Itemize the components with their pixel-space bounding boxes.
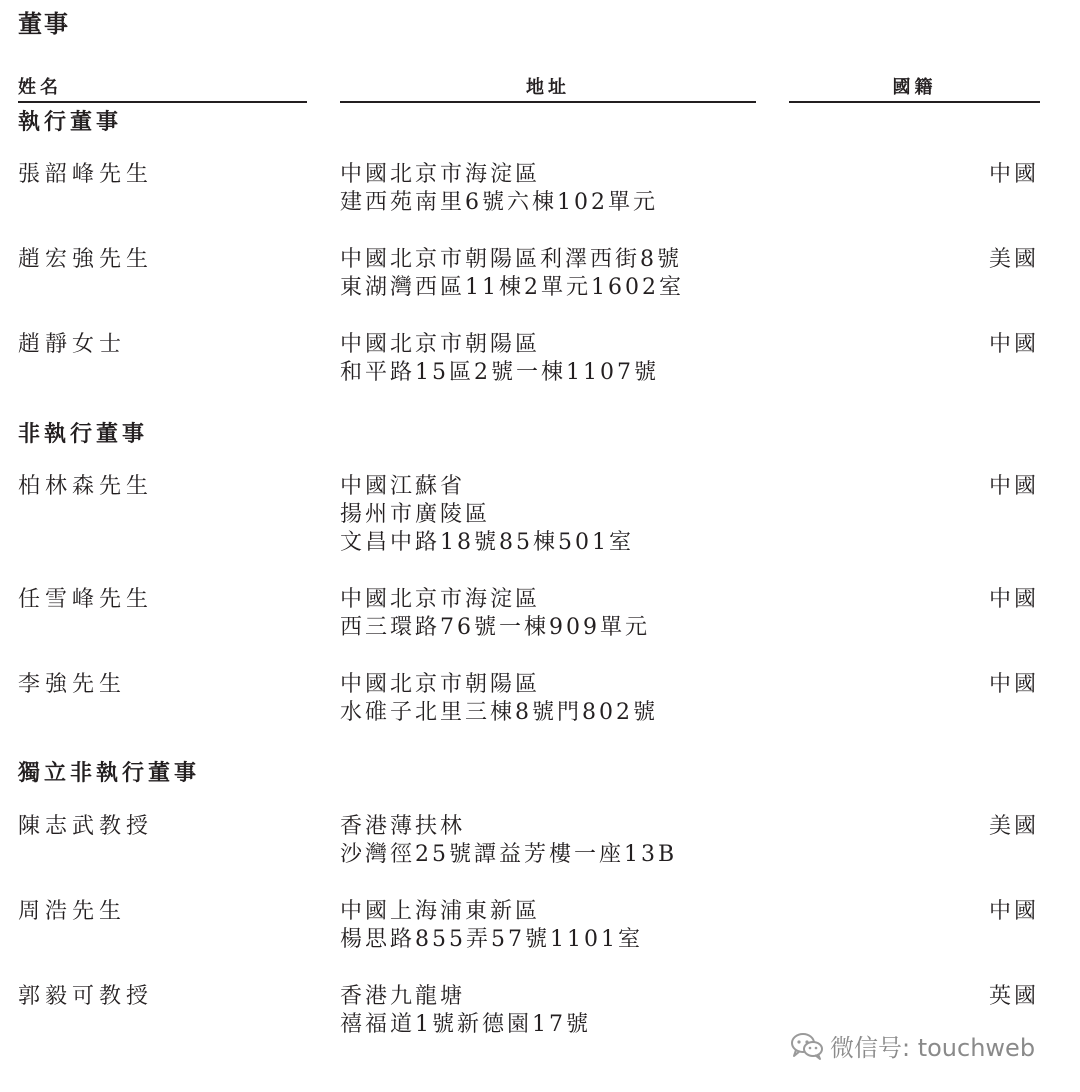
address-line: 中國北京市朝陽區利澤西街8號 (340, 247, 682, 272)
page-title: 董事 (18, 9, 70, 38)
director-nationality: 美國 (988, 247, 1039, 272)
column-header-name: 姓名 (18, 73, 307, 103)
address-line: 沙灣徑25號譚益芳樓一座13B (340, 842, 678, 867)
address-line: 楊思路855弄57號1101室 (340, 927, 643, 952)
address-line: 西三環路76號一棟909單元 (340, 615, 650, 640)
director-address (340, 331, 659, 387)
watermark (790, 1028, 1035, 1063)
director-address (340, 586, 650, 642)
address-line: 香港九龍塘 (340, 984, 466, 1009)
director-nationality: 中國 (988, 899, 1039, 924)
director-nationality: 英國 (988, 984, 1039, 1009)
director-nationality: 中國 (988, 474, 1039, 499)
address-line: 水碓子北里三棟8號門802號 (340, 700, 658, 725)
address-line: 香港薄扶林 (340, 814, 466, 839)
address-line: 和平路15區2號一棟1107號 (340, 360, 659, 385)
director-address (340, 671, 658, 727)
address-line: 中國江蘇省 (340, 474, 466, 499)
director-name: 郭毅可教授 (18, 984, 154, 1009)
wechat-icon (790, 1031, 824, 1061)
director-address (340, 246, 684, 302)
watermark-text: 微信号: touchweb (830, 1034, 1036, 1062)
section-title-executive: 執行董事 (18, 109, 123, 135)
column-header-address: 地址 (340, 73, 756, 103)
address-line: 中國北京市朝陽區 (340, 672, 541, 697)
director-address (340, 161, 658, 217)
director-address (340, 813, 677, 869)
director-name: 趙宏強先生 (18, 247, 154, 272)
director-name: 李強先生 (18, 672, 127, 697)
director-name: 周浩先生 (18, 899, 127, 924)
director-name: 張韶峰先生 (18, 162, 154, 187)
director-nationality: 中國 (988, 587, 1039, 612)
director-address (340, 898, 643, 954)
director-name: 任雪峰先生 (18, 587, 154, 612)
address-line: 東湖灣西區11棟2單元1602室 (340, 275, 684, 300)
address-line: 中國北京市海淀區 (340, 587, 541, 612)
address-line: 中國北京市朝陽區 (340, 332, 541, 357)
address-line: 中國上海浦東新區 (340, 899, 541, 924)
director-address (340, 983, 591, 1039)
address-line: 中國北京市海淀區 (340, 162, 541, 187)
address-line: 禧福道1號新德園17號 (340, 1012, 591, 1037)
address-line: 揚州市廣陵區 (340, 502, 491, 527)
director-name: 柏林森先生 (18, 474, 154, 499)
director-name: 趙靜女士 (18, 332, 127, 357)
column-header-nationality: 國籍 (789, 73, 1040, 103)
director-address (340, 473, 634, 557)
director-nationality: 中國 (988, 162, 1039, 187)
director-nationality: 中國 (988, 672, 1039, 697)
section-title-independent: 獨立非執行董事 (18, 760, 201, 786)
section-title-non-executive: 非執行董事 (18, 421, 149, 447)
address-line: 建西苑南里6號六棟102單元 (340, 190, 658, 215)
director-name: 陳志武教授 (18, 814, 154, 839)
address-line: 文昌中路18號85棟501室 (340, 530, 634, 555)
director-nationality: 美國 (988, 814, 1039, 839)
director-nationality: 中國 (988, 332, 1039, 357)
